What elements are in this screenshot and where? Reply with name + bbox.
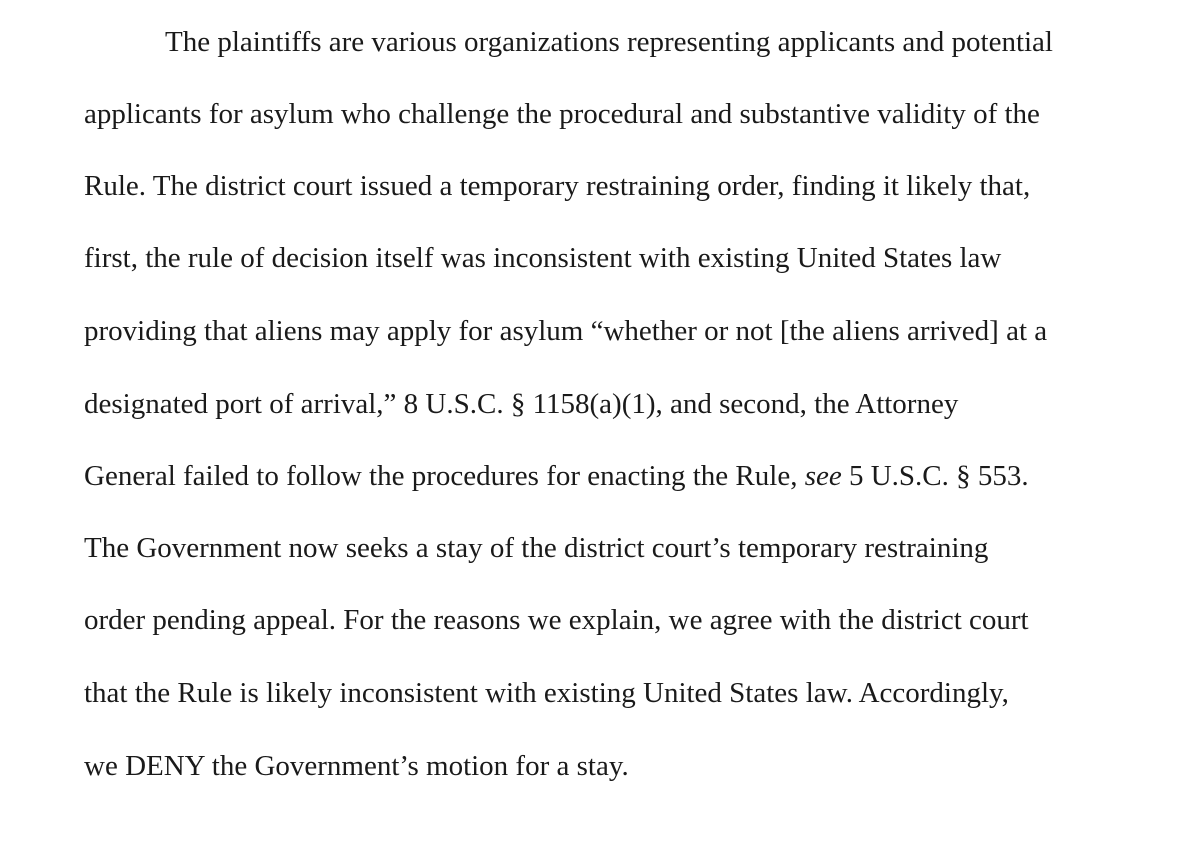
paragraph-line-7 <box>84 458 1184 494</box>
line-7-text-after: 5 U.S.C. § 553. <box>841 460 1029 492</box>
paragraph-line-11: we DENY the Government’s motion for a stay. <box>84 750 629 782</box>
paragraph-line-3: Rule. The district court issued a temporary restraining order, finding it likely that, <box>84 170 1031 202</box>
paragraph-line-1: The plaintiffs are various organizations representing applicants and potential <box>165 26 1053 58</box>
paragraph-line-2: applicants for asylum who challenge the procedural and substantive validity of the <box>84 98 1040 130</box>
paragraph-line-9: order pending appeal. For the reasons we explain, we agree with the district court <box>84 604 1029 636</box>
paragraph-line-8: The Government now seeks a stay of the district court’s temporary restraining <box>84 532 989 564</box>
paragraph-line-6: designated port of arrival,” 8 U.S.C. § 1158(a)(1), and second, the Attorney <box>84 388 959 420</box>
paragraph-line-4: first, the rule of decision itself was inconsistent with existing United States law <box>84 242 1002 274</box>
line-7-text-before: General failed to follow the procedures for enacting the Rule, <box>84 460 805 492</box>
paragraph-line-5: providing that aliens may apply for asylum “whether or not [the aliens arrived] at a <box>84 315 1048 347</box>
paragraph-line-10: that the Rule is likely inconsistent with existing United States law. Accordingly, <box>84 677 1009 709</box>
citation-signal-see: see <box>804 460 842 492</box>
